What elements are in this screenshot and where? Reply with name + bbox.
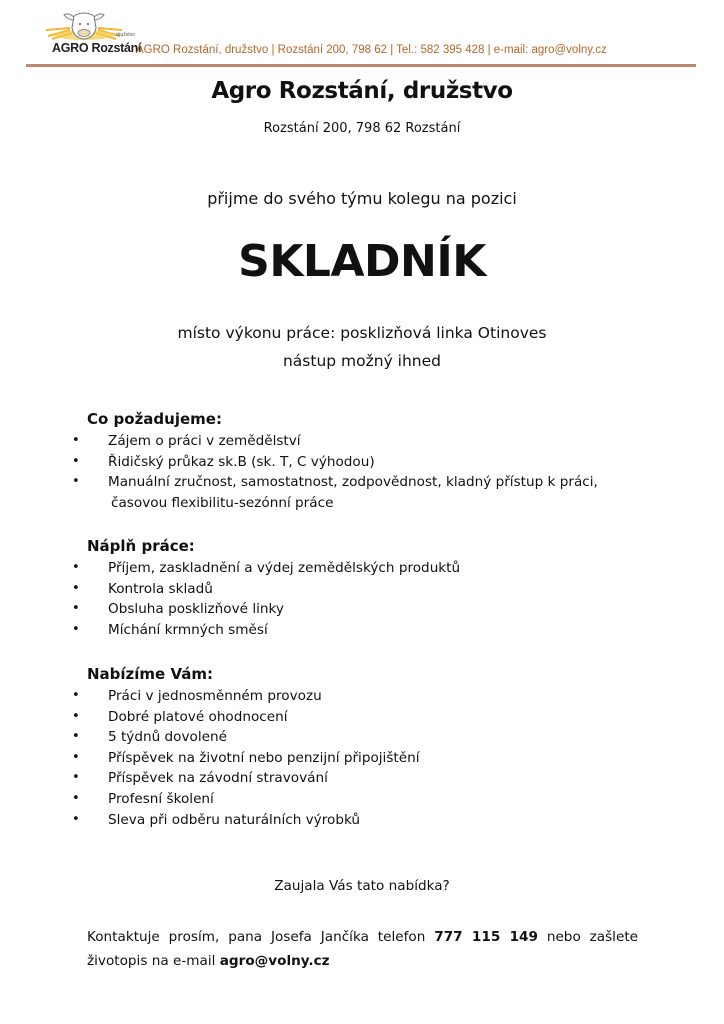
position-title: SKLADNÍK: [238, 236, 486, 287]
list-item: • 5 týdnů dovolené: [62, 727, 682, 748]
start-date: nástup možný ihned: [282, 352, 442, 370]
closing-question: Zaujala Vás tato nabídka?: [274, 878, 450, 894]
list-item: • Míchání krmných směsí: [62, 620, 682, 641]
list-item: • Sleva při odběru naturálních výrobků: [62, 810, 682, 831]
list-item: • Zájem o práci v zemědělství: [62, 431, 682, 452]
letterhead-divider: [26, 64, 696, 67]
contact-text: nebo zašlete životopis na e-mail: [87, 929, 639, 969]
work-place: místo výkonu práce: posklizňová linka Otinoves: [177, 324, 547, 342]
section-requirements: [62, 407, 682, 513]
list-item-continuation: časovou flexibilitu-sezónní práce: [111, 494, 334, 511]
letterhead: [26, 8, 696, 66]
section-job-duties: [62, 534, 682, 640]
list-item: • Příjem, zaskladnění a výdej zemědělských produktů: [62, 558, 682, 579]
duties-list: [62, 558, 682, 640]
list-item: • Příspěvek na závodní stravování: [62, 768, 682, 789]
contact-text: Kontaktuje prosím, pana Josefa Jančíka telefon: [87, 929, 435, 945]
section-title: Náplň práce:: [87, 537, 195, 555]
list-item: • Práci v jednosměnném provozu: [62, 686, 682, 707]
logo-text: AGRO Rozstání: [52, 41, 142, 55]
list-item: • Obsluha posklizňové linky: [62, 599, 682, 620]
company-address: Rozstání 200, 798 62 Rozstání: [263, 121, 461, 136]
list-item: • Manuální zručnost, samostatnost, zodpovědnost, kladný přístup k práci,: [62, 472, 682, 493]
email-address[interactable]: agro@volny.cz: [219, 953, 330, 969]
list-item: • Příspěvek na životní nebo penzijní připojištění: [62, 748, 682, 769]
intro-text: přijme do svého týmu kolegu na pozici: [207, 189, 517, 208]
benefits-list: [62, 686, 682, 830]
section-benefits: [62, 662, 682, 830]
section-title: Co požadujeme:: [87, 410, 222, 428]
company-name: Agro Rozstání, družstvo: [211, 78, 513, 104]
list-item: • Profesní školení: [62, 789, 682, 810]
company-logo: [38, 8, 142, 58]
logo-subtitle: družstvo: [116, 32, 135, 38]
section-title: Nabízíme Vám:: [87, 665, 213, 683]
list-item: • Řidičský průkaz sk.B (sk. T, C výhodou): [62, 452, 682, 473]
contact-paragraph: [87, 925, 638, 973]
letterhead-contact-line: AGRO Rozstání, družstvo | Rozstání 200, 798 62 | Tel.: 582 395 428 | e-mail: agro@volny.cz: [136, 44, 607, 56]
list-item: • Kontrola skladů: [62, 579, 682, 600]
phone-number: 777 115 149: [434, 929, 538, 945]
requirements-list: [62, 431, 682, 493]
list-item: • Dobré platové ohodnocení: [62, 707, 682, 728]
